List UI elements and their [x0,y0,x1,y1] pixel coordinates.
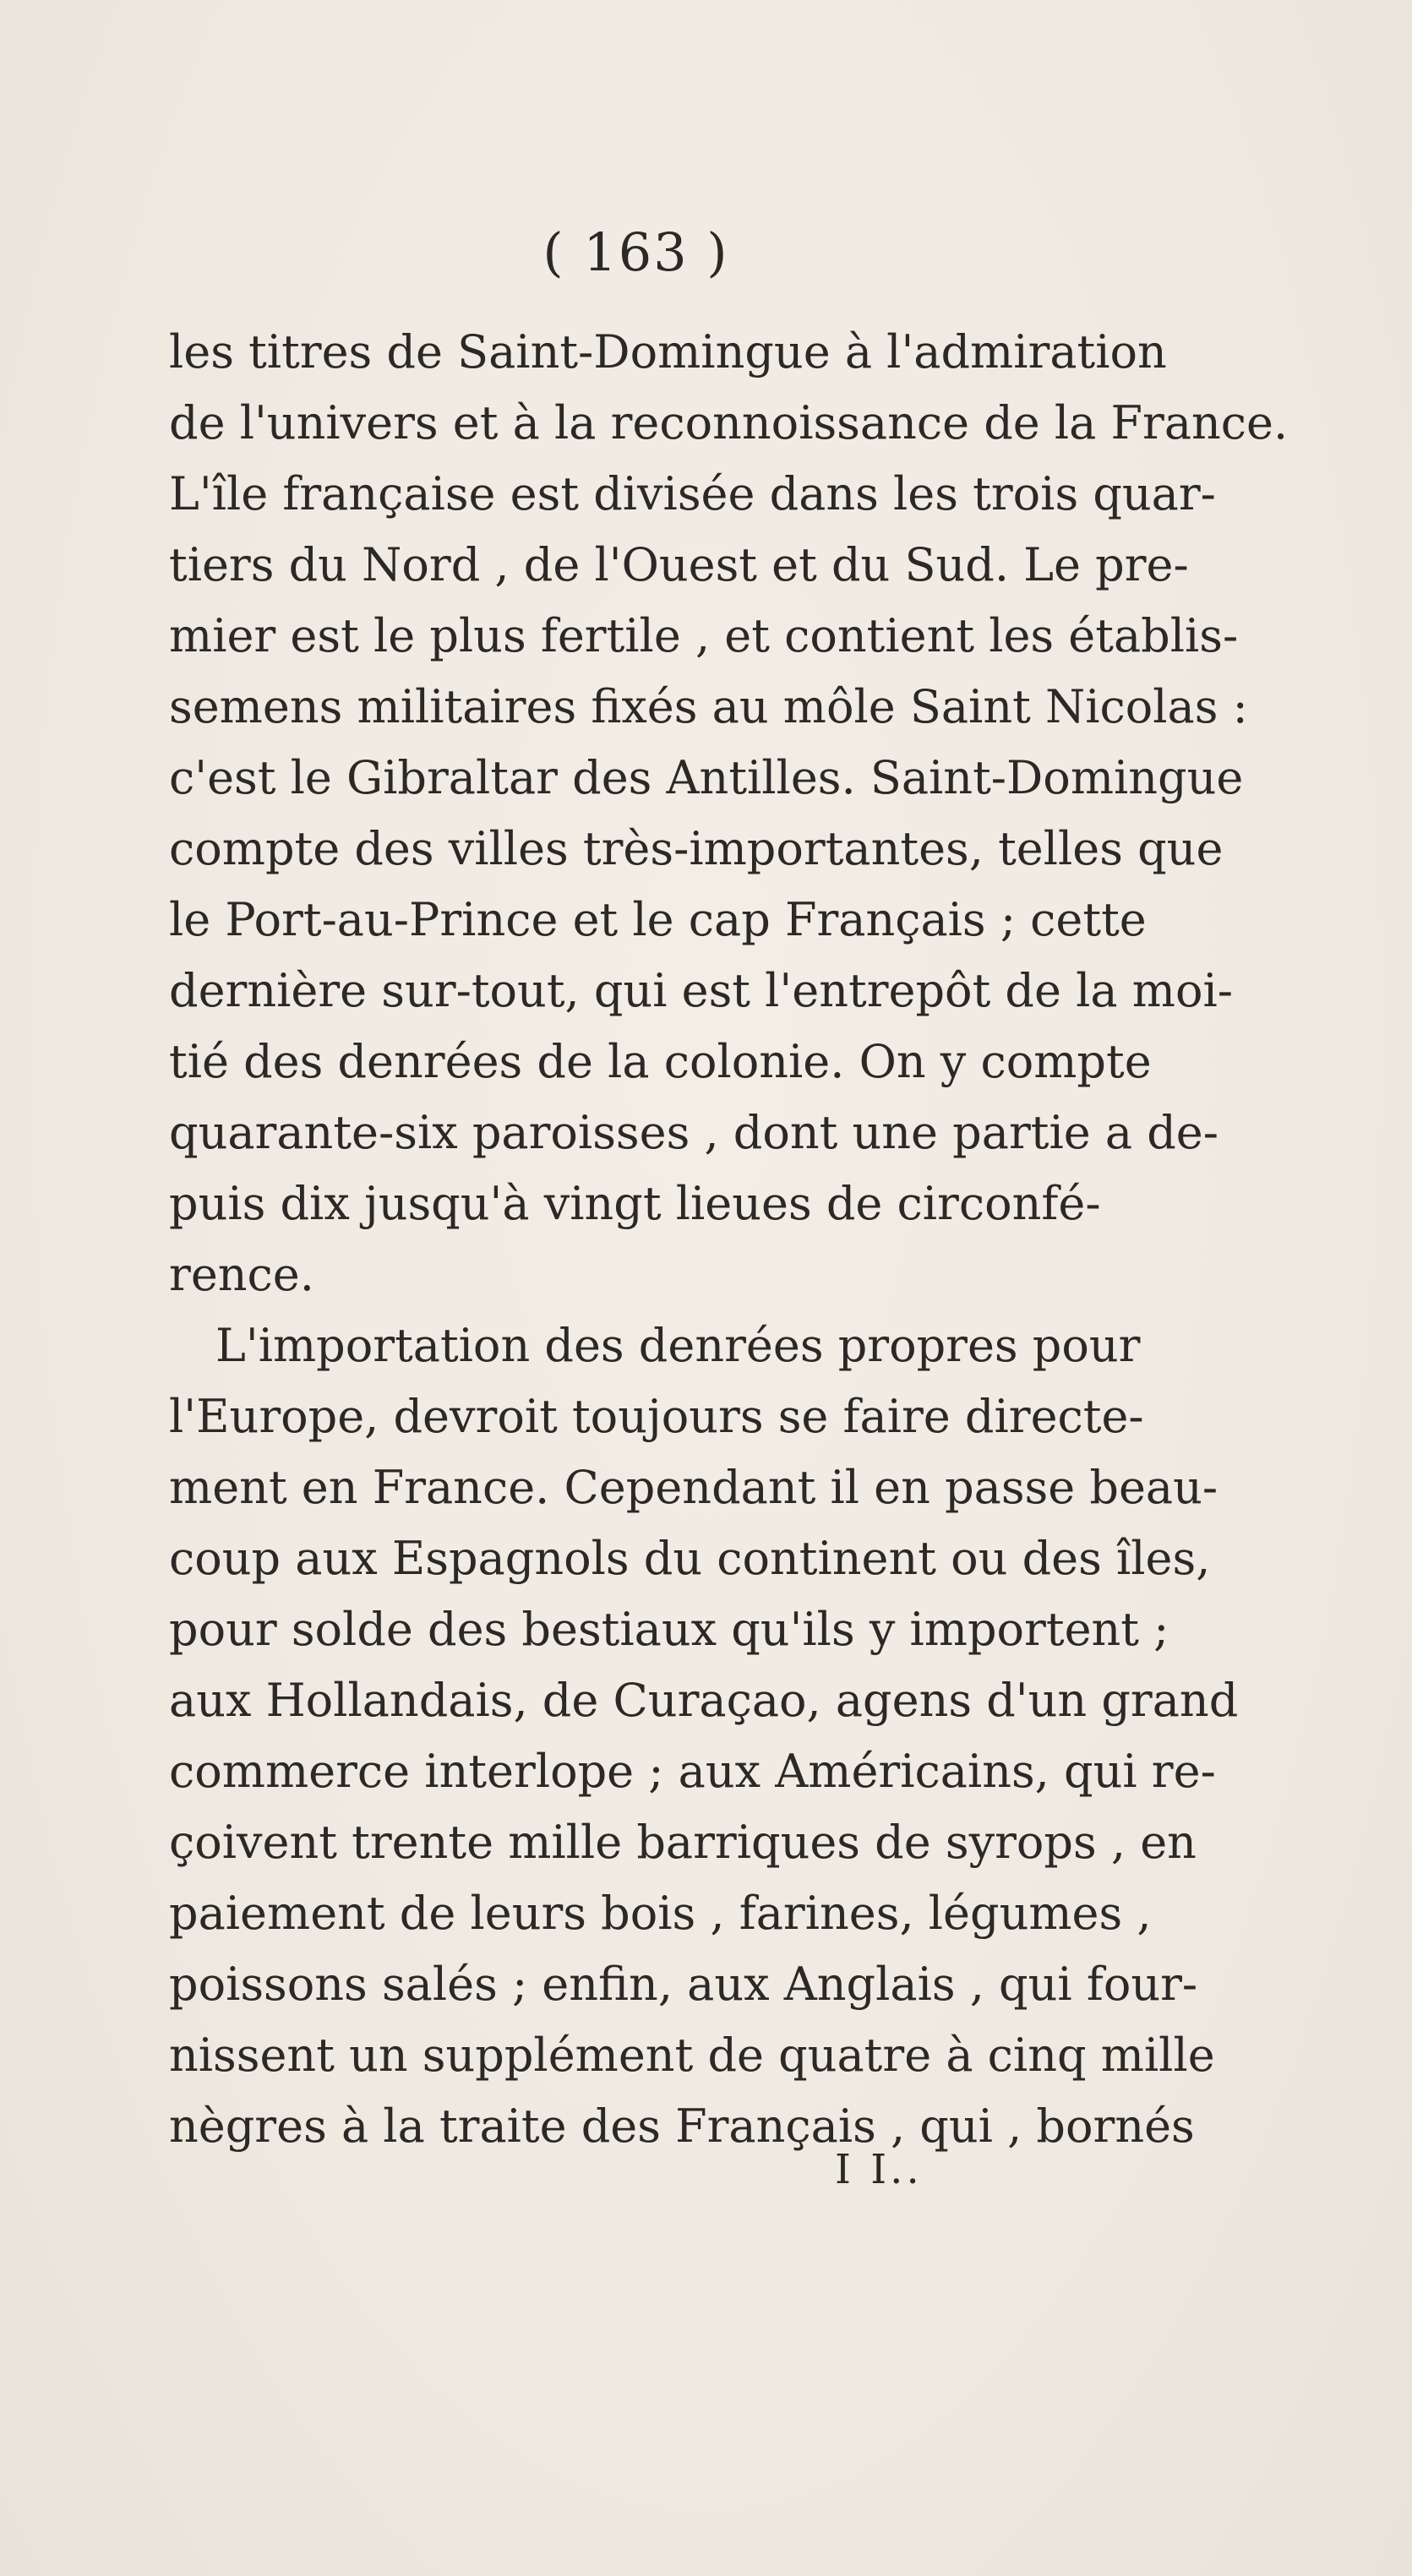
text-line: de l'univers et à la reconnoissance de la France. [169,396,1289,449]
text-line: semens militaires fixés au môle Saint Nicolas : [169,680,1248,733]
text-line: coup aux Espagnols du continent ou des îles, [169,1532,1211,1585]
text-line: nissent un supplément de quatre à cinq mille [169,2029,1215,2082]
page-number-header: ( 163 ) [542,221,729,283]
text-line: nègres à la traite des Français , qui , bornés [169,2099,1195,2153]
text-line: le Port-au-Prince et le cap Français ; cette [169,893,1147,946]
body-text [169,317,1289,2162]
text-line: aux Hollandais, de Curaçao, agens d'un grand [169,1674,1239,1727]
text-line: çoivent trente mille barriques de syrops , en [169,1816,1197,1869]
text-line: L'île française est divisée dans les trois quar- [169,467,1216,520]
text-line: paiement de leurs bois , farines, légumes , [169,1887,1152,1940]
text-line: ment en France. Cependant il en passe beau- [169,1461,1218,1514]
text-line: l'Europe, devroit toujours se faire directe- [169,1390,1144,1443]
text-line: pour solde des bestiaux qu'ils y importent ; [169,1603,1169,1656]
text-line: compte des villes très-importantes, telles que [169,822,1224,875]
text-line: les titres de Saint-Domingue à l'admiration [169,325,1167,379]
text-line: c'est le Gibraltar des Antilles. Saint-Domingue [169,751,1244,804]
text-line: poissons salés ; enfin, aux Anglais , qui four- [169,1958,1198,2011]
paragraph-start-line: L'importation des denrées propres pour [215,1319,1141,1372]
paragraph-end-line: rence. [169,1248,314,1301]
text-line: mier est le plus fertile , et contient les établis- [169,609,1239,662]
text-line: quarante-six paroisses , dont une partie a de- [169,1106,1218,1159]
text-line: puis dix jusqu'à vingt lieues de circonfé- [169,1177,1101,1230]
text-line: commerce interlope ; aux Américains, qui re- [169,1745,1216,1798]
text-line: tiers du Nord , de l'Ouest et du Sud. Le pre- [169,538,1189,591]
text-line: dernière sur-tout, qui est l'entrepôt de la moi- [169,964,1233,1017]
text-line: tié des denrées de la colonie. On y compte [169,1035,1152,1088]
signature-mark: I I.. [835,2146,923,2193]
